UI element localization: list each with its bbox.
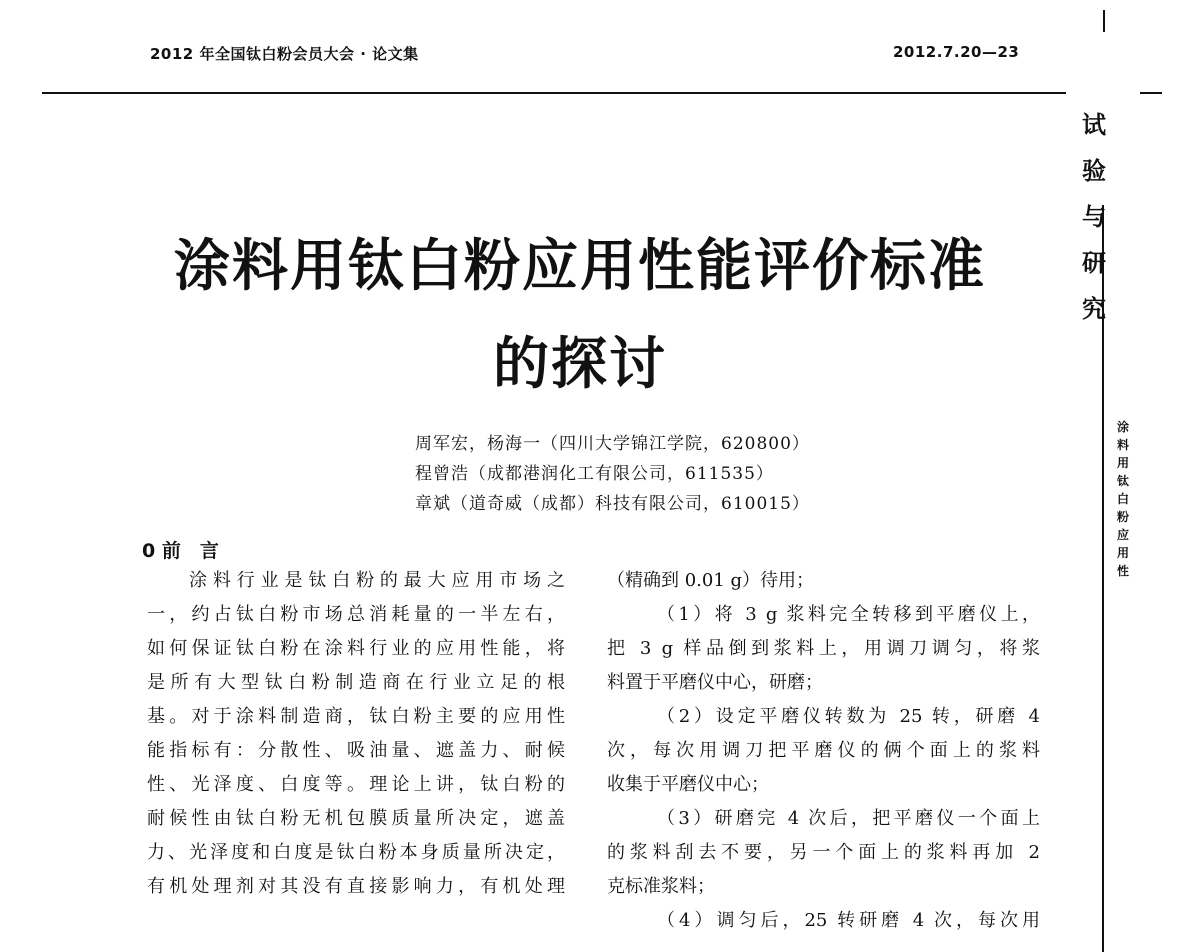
paragraph-line: 基。对于涂料制造商，钛白粉主要的应用性 xyxy=(147,706,565,727)
running-title-char: 用 xyxy=(1116,546,1129,560)
section-label-char: 试 xyxy=(1082,111,1106,139)
paragraph-line: 有机处理剂对其没有直接影响力，有机处理 xyxy=(147,876,565,897)
paragraph-line: 如何保证钛白粉在涂料行业的应用性能，将 xyxy=(147,638,565,659)
running-header-date: 2012.7.20—23 xyxy=(893,43,1020,61)
running-title-char: 性 xyxy=(1116,564,1129,578)
paragraph-line: 收集于平磨仪中心； xyxy=(607,774,769,795)
paragraph-line: （1）将 3 g 浆料完全转移到平磨仪上， xyxy=(657,604,1040,625)
paragraph-line: 力、光泽度和白度是钛白粉本身质量所决定， xyxy=(147,842,565,863)
author-line: 周军宏，杨海一（四川大学锦江学院，620800） xyxy=(415,434,810,454)
sidebar-rule-top xyxy=(1103,10,1105,32)
paragraph-line: （4）调匀后，25 转研磨 4 次，每次用 xyxy=(657,910,1040,931)
running-title-char: 白 xyxy=(1116,492,1129,506)
paragraph-line: 料置于平磨仪中心，研磨； xyxy=(607,672,823,693)
paragraph-line: （3）研磨完 4 次后，把平磨仪一个面上 xyxy=(657,808,1040,829)
paragraph-line: 次，每次用调刀把平磨仪的俩个面上的浆料 xyxy=(607,740,1040,761)
running-title-char: 涂 xyxy=(1116,420,1129,434)
paper-title-line-1: 涂料用钛白粉应用性能评价标准 xyxy=(174,234,986,299)
paragraph-line: 一，约占钛白粉市场总消耗量的一半左右， xyxy=(147,604,565,625)
author-line: 程曾浩（成都港润化工有限公司，611535） xyxy=(415,464,774,484)
paragraph-line: 克标准浆料； xyxy=(607,876,715,897)
paper-title-line-2: 的探讨 xyxy=(493,332,667,397)
paragraph-line: 把 3 g 样品倒到浆料上，用调刀调匀，将浆 xyxy=(607,638,1040,659)
section-label-char: 验 xyxy=(1082,157,1106,185)
section-label-char: 与 xyxy=(1082,203,1106,231)
paragraph-line: 性、光泽度、白度等。理论上讲，钛白粉的 xyxy=(147,774,565,795)
paragraph-line: （2）设定平磨仪转数为 25 转，研磨 4 xyxy=(657,706,1040,727)
paragraph-line: 能指标有：分散性、吸油量、遮盖力、耐候 xyxy=(147,740,565,761)
running-title-char: 用 xyxy=(1116,456,1129,470)
running-header-left: 2012 年全国钛白粉会员大会 · 论文集 xyxy=(150,45,419,63)
author-line: 章斌（道奇威（成都）科技有限公司，610015） xyxy=(415,494,810,514)
section-label-char: 究 xyxy=(1082,295,1106,323)
running-title-char: 料 xyxy=(1116,438,1129,452)
running-title-char: 应 xyxy=(1116,528,1129,542)
paragraph-line: 涂料行业是钛白粉的最大应用市场之 xyxy=(189,570,565,591)
running-title-vertical xyxy=(1115,418,1131,580)
header-rule-right xyxy=(1140,92,1162,94)
paragraph-line: 是所有大型钛白粉制造商在行业立足的根 xyxy=(147,672,565,693)
header-rule xyxy=(42,92,1066,94)
running-title-char: 粉 xyxy=(1116,510,1129,524)
paragraph-line: （精确到 0.01 g）待用； xyxy=(607,570,815,591)
running-title-char: 钛 xyxy=(1116,474,1129,488)
paragraph-line: 耐候性由钛白粉无机包膜质量所决定，遮盖 xyxy=(147,808,565,829)
section-heading: 0 前 言 xyxy=(142,540,219,562)
paragraph-line: 的浆料刮去不要，另一个面上的浆料再加 2 xyxy=(607,842,1040,863)
section-label-char: 研 xyxy=(1082,249,1106,277)
